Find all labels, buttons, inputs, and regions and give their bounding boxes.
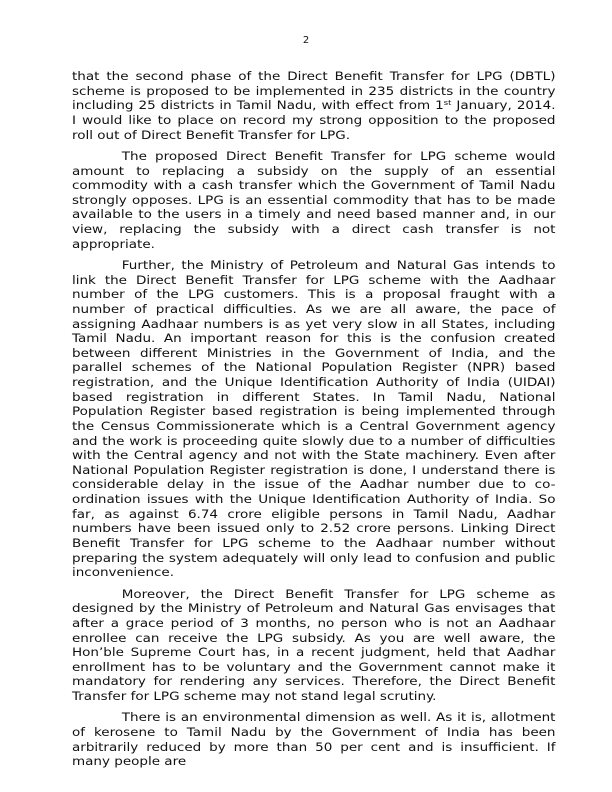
letter-body [72, 69, 555, 776]
paragraph-dbtl-rollout [72, 69, 555, 142]
paragraph-text: that the second phase of the Direct Benefit Transfer for LPG (DBTL) scheme is proposed to be implemented in 235 districts in the country including 25 districts in Tamil Nadu, with effect from 1 [72, 69, 556, 113]
paragraph-text: January, 2014. I would like to place on record my strong opposition to the proposed roll out of Direct Benefit Transfer for LPG. [72, 98, 556, 142]
paragraph-supreme-court: Moreover, the Direct Benefit Transfer for LPG scheme as designed by the Ministry of Petroleum and Natural Gas envisages that after a grace period of 3 months, no person who is not an Aadhaar enrollee can receive the LPG subsidy. As you are well aware, the Hon’ble Supreme Court has, in a recent judgment, held that Aadhar enrollment has to be voluntary and the Government cannot make it mandatory for rendering any services. Therefore, the Direct Benefit Transfer for LPG scheme may not stand legal scrutiny. [72, 586, 556, 704]
paragraph-subsidy-replacement: The proposed Direct Benefit Transfer for LPG scheme would amount to replacing a subsidy on the supply of an essential commodity with a cash transfer which the Government of Tamil Nadu strongly opposes. LPG is an essential commodity that has to be made available to the users in a timely and need based manner and, in our view, replacing the subsidy with a direct cash transfer is not appropriate. [72, 148, 556, 251]
paragraph-aadhaar-linkage: Further, the Ministry of Petroleum and Natural Gas intends to link the Direct Benefit Transfer for LPG scheme with the Aadhaar number of the LPG customers. This is a proposal fraught with a number of practical difficulties. As we are all aware, the pace of assigning Aadhaar numbers is as yet very slow in all States, including Tamil Nadu. An important reason for this is the confusion created between different Ministries in the Government of India, and the parallel schemes of the National Population Register (NPR) based registration, and the Unique Identification Authority of India (UIDAI) based registration in different States. In Tamil Nadu, National Population Register based registration is being implemented through the Census Commissionerate which is a Central Government agency and the work is proceeding quite slowly due to a number of difficulties with the Central agency and not with the State machinery. Even after National Population Register registration is done, I understand there is considerable delay in the issue of the Aadhar number due to co-ordination issues with the Unique Identification Authority of India. So far, as against 6.74 crore eligible persons in Tamil Nadu, Aadhar numbers have been issued only to 2.52 crore persons. Linking Direct Benefit Transfer for LPG scheme to the Aadhaar number without preparing the system adequately will only lead to confusion and public inconvenience. [72, 258, 556, 580]
paragraph-environmental: There is an environmental dimension as well. As it is, allotment of kerosene to Tamil Nadu by the Government of India has been arbitrarily reduced by more than 50 per cent and is insufficient. If many people are [72, 710, 556, 769]
page-number: 2 [302, 35, 310, 46]
ordinal-suffix: st [443, 99, 452, 108]
